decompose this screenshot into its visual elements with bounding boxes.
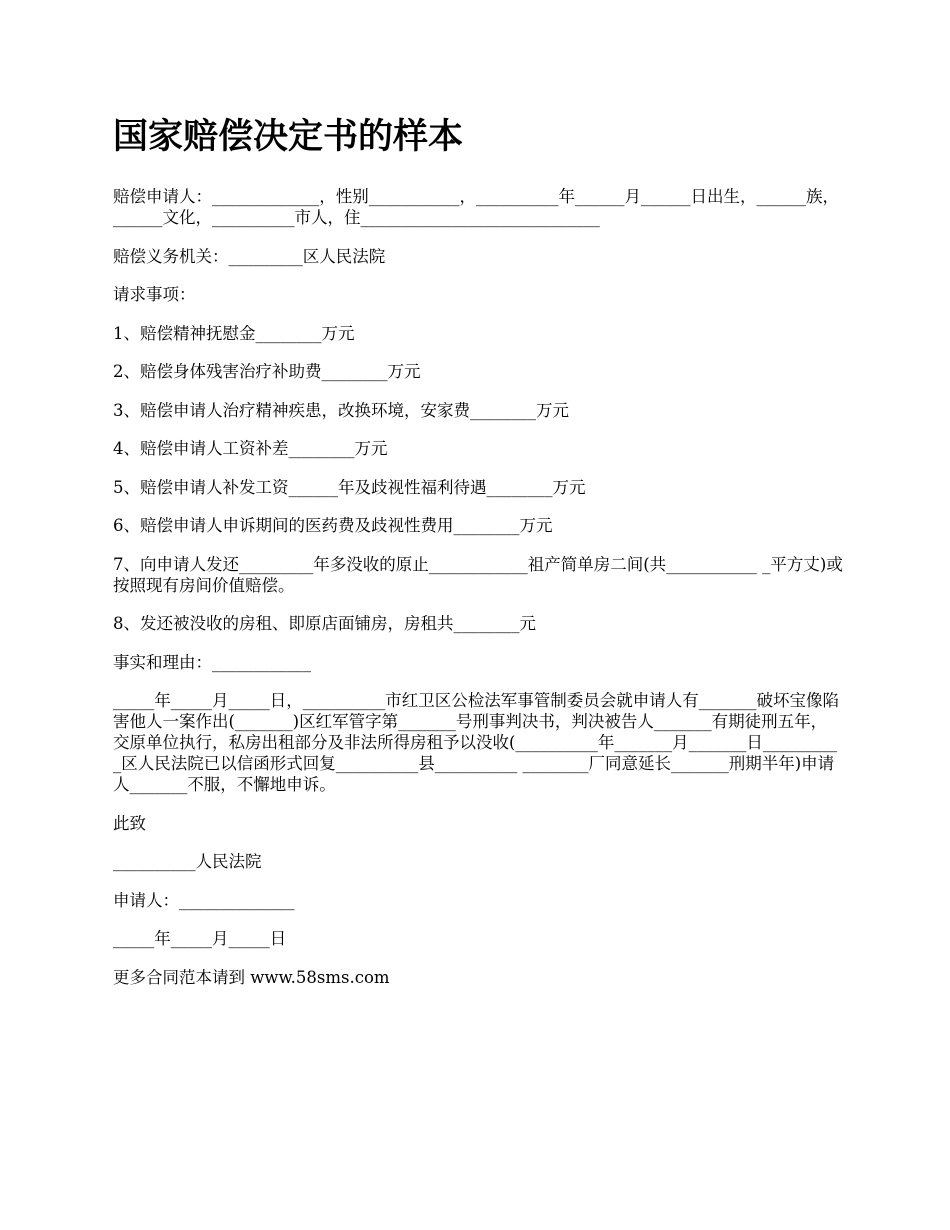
facts-body: _____年_____月_____日，__________市红卫区公检法军事管制委员会就申请人有_______破坏宝像陷害他人一案作出(_______)区红军管字第_______号刑事判决书，判决被告人_______有期徒刑五年，交原单位执行，私房出租部分及非法所得房租予以没收(__________年_______月_______日__________区人民法院已以信函形式回复__________县__________ ________厂同意延长_______刑期半年)申请人_______不服，不懈地申诉。 xyxy=(113,691,839,794)
salutation: 此致 xyxy=(113,813,146,833)
signature-date: _____年_____月_____日 xyxy=(113,929,287,948)
footer-link-text: 更多合同范本请到 www.58sms.com xyxy=(113,967,390,987)
document-page xyxy=(113,112,843,1005)
applicant-info-paragraph: 赔偿申请人：_____________，性别___________，__________年______月______日出生，______族，______文化，__________市人，住_____________________________ xyxy=(113,187,839,227)
request-item-8: 8、发还被没收的房租、即原店面铺房，房租共________元 xyxy=(113,614,536,633)
document-title: 国家赔偿决定书的样本 xyxy=(113,116,464,157)
request-heading: 请求事项： xyxy=(113,285,196,304)
applicant-signature: 申请人：______________ xyxy=(113,890,295,910)
request-item-6: 6、赔偿申请人申诉期间的医药费及歧视性费用________万元 xyxy=(113,516,553,535)
request-item-1: 1、赔偿精神抚慰金________万元 xyxy=(113,323,355,343)
facts-heading: 事实和理由：____________ xyxy=(113,652,311,672)
request-item-2: 2、赔偿身体残害治疗补助费________万元 xyxy=(113,362,421,381)
request-item-4: 4、赔偿申请人工资补差________万元 xyxy=(113,439,388,458)
obligor-paragraph: 赔偿义务机关：_________区人民法院 xyxy=(113,246,386,266)
request-item-7: 7、向申请人发还_________年多没收的原止____________祖产简单房二间(共___________ _平方丈)或按照现有房间价值赔偿。 xyxy=(113,554,843,595)
request-item-3: 3、赔偿申请人治疗精神疾患，改换环境，安家费________万元 xyxy=(113,400,569,420)
request-item-5: 5、赔偿申请人补发工资______年及歧视性福利待遇________万元 xyxy=(113,477,586,497)
court-addressee: __________人民法院 xyxy=(113,852,262,871)
